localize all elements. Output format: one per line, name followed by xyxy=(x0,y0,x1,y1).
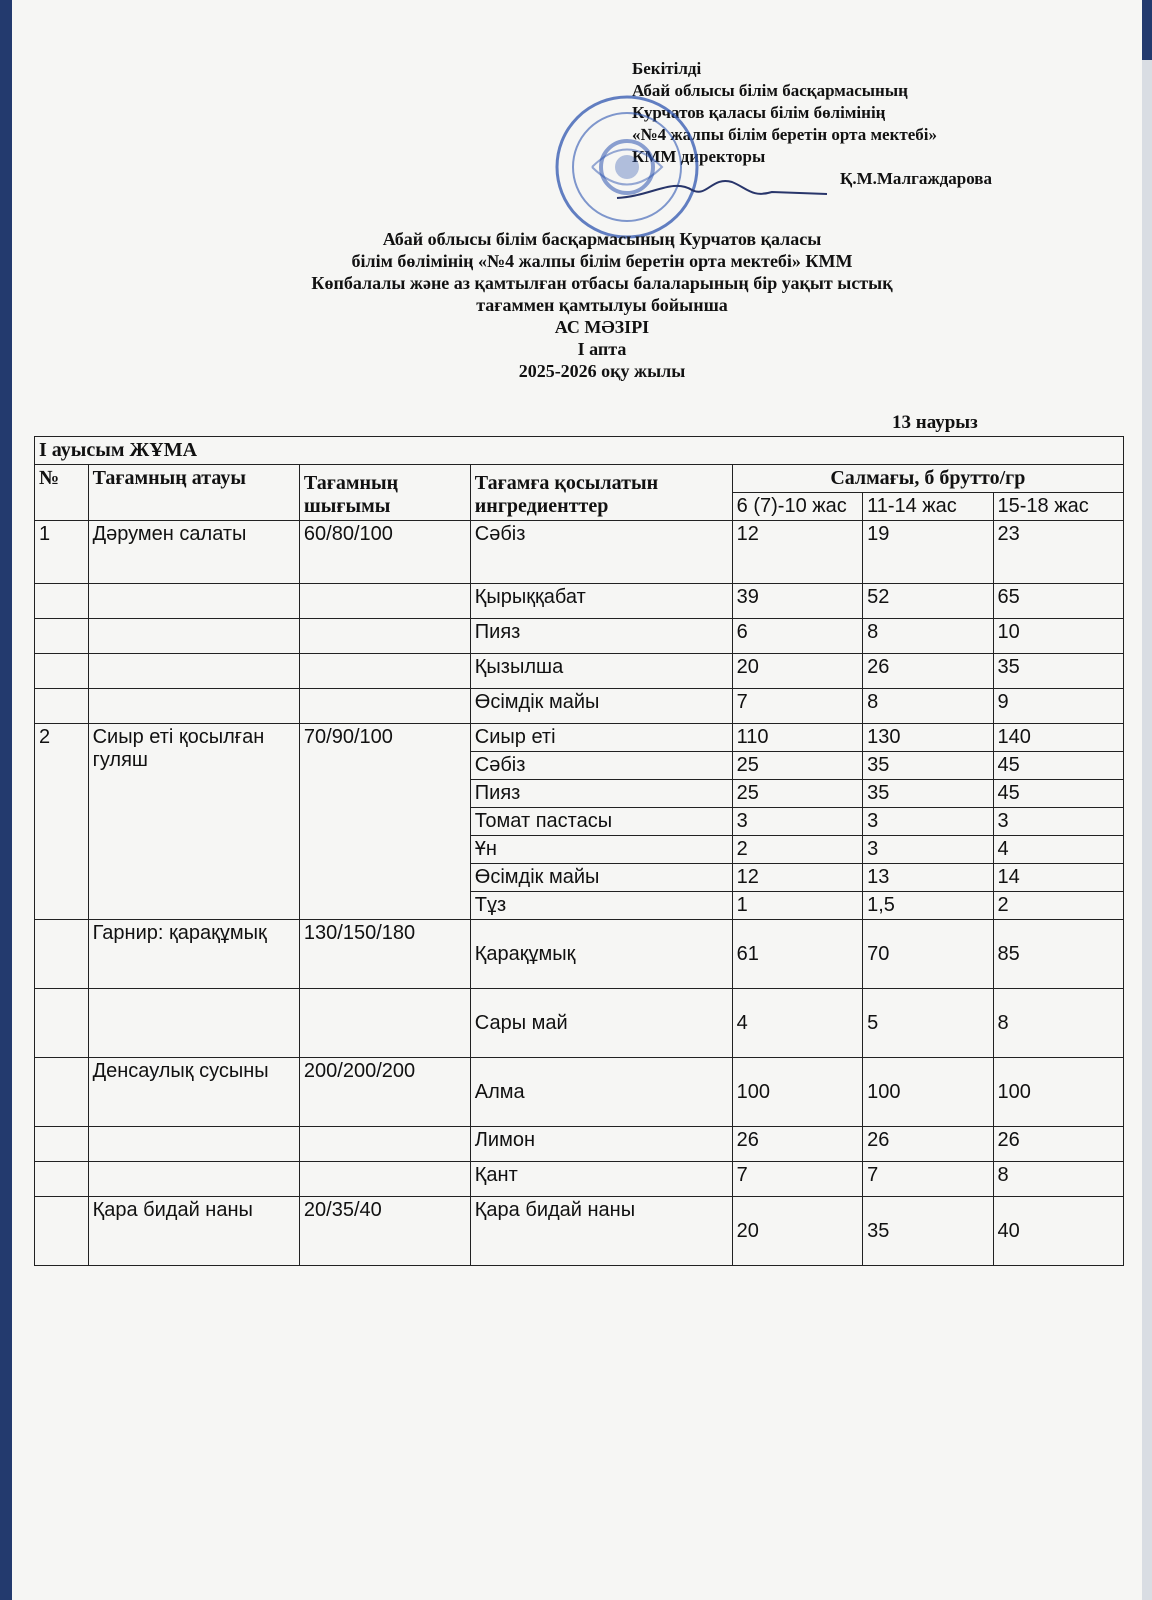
cell-yield xyxy=(299,989,470,1058)
cell-age-2: 8 xyxy=(863,619,993,654)
signature-icon xyxy=(612,168,832,208)
cell-dish: Денсаулық сусыны xyxy=(88,1058,299,1127)
cell-age-1: 1 xyxy=(732,892,862,920)
cell-ingredient: Өсімдік майы xyxy=(470,864,732,892)
cell-age-1: 25 xyxy=(732,752,862,780)
header-num: № xyxy=(35,465,89,521)
cell-ingredient: Алма xyxy=(470,1058,732,1127)
cell-age-1: 7 xyxy=(732,689,862,724)
cell-ingredient: Томат пастасы xyxy=(470,808,732,836)
cell-yield xyxy=(299,584,470,619)
cell-num xyxy=(35,1197,89,1266)
cell-num: 1 xyxy=(35,521,89,584)
approval-line: Бекітілді xyxy=(632,59,702,78)
cell-yield: 60/80/100 xyxy=(299,521,470,584)
cell-age-1: 7 xyxy=(732,1162,862,1197)
cell-yield xyxy=(299,1127,470,1162)
table-row xyxy=(35,521,1124,584)
cell-age-3: 2 xyxy=(993,892,1124,920)
header-age-1: 6 (7)-10 жас xyxy=(732,493,862,521)
cell-age-1: 4 xyxy=(732,989,862,1058)
cell-age-1: 100 xyxy=(732,1058,862,1127)
cell-age-1: 20 xyxy=(732,654,862,689)
cell-ingredient: Сиыр еті xyxy=(470,724,732,752)
cell-age-1: 39 xyxy=(732,584,862,619)
cell-num xyxy=(35,654,89,689)
cell-age-3: 4 xyxy=(993,836,1124,864)
cell-age-1: 20 xyxy=(732,1197,862,1266)
cell-ingredient: Пияз xyxy=(470,780,732,808)
cell-yield xyxy=(299,689,470,724)
cell-age-3: 8 xyxy=(993,1162,1124,1197)
cell-num xyxy=(35,1127,89,1162)
cell-ingredient: Өсімдік майы xyxy=(470,689,732,724)
cell-age-2: 19 xyxy=(863,521,993,584)
cell-yield: 20/35/40 xyxy=(299,1197,470,1266)
title-line: білім бөлімінің «№4 жалпы білім беретін орта мектебі» КММ xyxy=(351,251,853,271)
cell-num xyxy=(35,619,89,654)
title-line: І апта xyxy=(577,339,627,359)
cell-age-3: 9 xyxy=(993,689,1124,724)
menu-date: 13 наурыз xyxy=(892,412,978,433)
cell-dish xyxy=(88,1127,299,1162)
document-title xyxy=(162,228,1042,382)
title-line: Көпбалалы және аз қамтылған отбасы балаларының бір уақыт ыстық xyxy=(311,273,893,293)
cell-yield: 130/150/180 xyxy=(299,920,470,989)
header-age-2: 11-14 жас xyxy=(863,493,993,521)
approval-line: Абай облысы білім басқармасының xyxy=(632,81,908,100)
cell-yield xyxy=(299,619,470,654)
cell-age-3: 10 xyxy=(993,619,1124,654)
approval-line: КММ директоры xyxy=(632,147,766,166)
cell-age-3: 35 xyxy=(993,654,1124,689)
cell-age-2: 7 xyxy=(863,1162,993,1197)
cell-ingredient: Сары май xyxy=(470,989,732,1058)
cell-ingredient: Қант xyxy=(470,1162,732,1197)
cell-num xyxy=(35,920,89,989)
cell-age-2: 130 xyxy=(863,724,993,752)
cell-age-1: 2 xyxy=(732,836,862,864)
title-line: тағаммен қамтылуы бойынша xyxy=(476,295,728,315)
cell-age-3: 85 xyxy=(993,920,1124,989)
cell-age-3: 65 xyxy=(993,584,1124,619)
title-line: 2025-2026 оқу жылы xyxy=(518,361,686,381)
header-yield: Тағамның шығымы xyxy=(299,465,470,521)
cell-age-1: 110 xyxy=(732,724,862,752)
shift-header-row xyxy=(35,437,1124,465)
cell-age-3: 40 xyxy=(993,1197,1124,1266)
cell-dish xyxy=(88,1162,299,1197)
cell-age-2: 35 xyxy=(863,752,993,780)
cell-age-3: 26 xyxy=(993,1127,1124,1162)
cell-age-3: 45 xyxy=(993,780,1124,808)
table-row xyxy=(35,724,1124,752)
cell-age-3: 100 xyxy=(993,1058,1124,1127)
table-row xyxy=(35,1197,1124,1266)
title-line: АС МӘЗІРІ xyxy=(554,317,650,337)
cell-dish: Гарнир: қарақұмық xyxy=(88,920,299,989)
header-dish: Тағамның атауы xyxy=(88,465,299,521)
table-row xyxy=(35,1162,1124,1197)
cell-dish: Дәрумен салаты xyxy=(88,521,299,584)
cell-yield: 200/200/200 xyxy=(299,1058,470,1127)
cell-ingredient: Қара бидай наны xyxy=(470,1197,732,1266)
cell-age-3: 3 xyxy=(993,808,1124,836)
cell-num xyxy=(35,989,89,1058)
table-row xyxy=(35,989,1124,1058)
cell-ingredient: Лимон xyxy=(470,1127,732,1162)
table-row xyxy=(35,689,1124,724)
cell-dish xyxy=(88,654,299,689)
table-row xyxy=(35,654,1124,689)
document-page xyxy=(12,0,1142,1600)
cell-age-2: 1,5 xyxy=(863,892,993,920)
cell-age-3: 140 xyxy=(993,724,1124,752)
cell-age-2: 26 xyxy=(863,654,993,689)
signatory-name: Қ.М.Малгаждарова xyxy=(840,169,992,188)
cell-age-2: 3 xyxy=(863,808,993,836)
cell-age-2: 5 xyxy=(863,989,993,1058)
official-stamp-icon xyxy=(552,92,702,242)
cell-age-1: 3 xyxy=(732,808,862,836)
cell-ingredient: Сәбіз xyxy=(470,752,732,780)
cell-num: 2 xyxy=(35,724,89,920)
header-ingredients: Тағамға қосылатын ингредиенттер xyxy=(470,465,732,521)
cell-ingredient: Қырыққабат xyxy=(470,584,732,619)
cell-ingredient: Қызылша xyxy=(470,654,732,689)
approval-line: «№4 жалпы білім беретін орта мектебі» xyxy=(632,125,937,144)
cell-age-2: 8 xyxy=(863,689,993,724)
cell-ingredient: Сәбіз xyxy=(470,521,732,584)
header-weight: Салмағы, б брутто/гр xyxy=(732,465,1123,493)
column-header-row xyxy=(35,465,1124,493)
cell-age-1: 25 xyxy=(732,780,862,808)
cell-dish xyxy=(88,619,299,654)
shift-label: І ауысым ЖҰМА xyxy=(35,437,1124,465)
title-line: Абай облысы білім басқармасының Курчатов қаласы xyxy=(382,229,822,249)
cell-age-1: 12 xyxy=(732,521,862,584)
cell-ingredient: Қарақұмық xyxy=(470,920,732,989)
cell-age-1: 61 xyxy=(732,920,862,989)
cell-dish xyxy=(88,989,299,1058)
cell-num xyxy=(35,1058,89,1127)
cell-num xyxy=(35,1162,89,1197)
cell-age-1: 6 xyxy=(732,619,862,654)
cell-age-3: 45 xyxy=(993,752,1124,780)
cell-ingredient: Тұз xyxy=(470,892,732,920)
approval-line: Курчатов қаласы білім бөлімінің xyxy=(632,103,886,122)
cell-age-3: 14 xyxy=(993,864,1124,892)
cell-ingredient: Ұн xyxy=(470,836,732,864)
cell-age-3: 8 xyxy=(993,989,1124,1058)
cell-age-2: 100 xyxy=(863,1058,993,1127)
cell-age-2: 13 xyxy=(863,864,993,892)
cell-age-2: 35 xyxy=(863,1197,993,1266)
table-row xyxy=(35,1058,1124,1127)
cell-dish: Қара бидай наны xyxy=(88,1197,299,1266)
cell-num xyxy=(35,584,89,619)
cell-age-2: 35 xyxy=(863,780,993,808)
cell-age-3: 23 xyxy=(993,521,1124,584)
cell-age-1: 12 xyxy=(732,864,862,892)
table-row xyxy=(35,584,1124,619)
header-age-3: 15-18 жас xyxy=(993,493,1124,521)
table-row xyxy=(35,619,1124,654)
cell-dish xyxy=(88,689,299,724)
cell-num xyxy=(35,689,89,724)
cell-yield: 70/90/100 xyxy=(299,724,470,920)
cell-age-2: 52 xyxy=(863,584,993,619)
cell-age-2: 3 xyxy=(863,836,993,864)
cell-yield xyxy=(299,654,470,689)
cell-yield xyxy=(299,1162,470,1197)
cell-ingredient: Пияз xyxy=(470,619,732,654)
cell-age-2: 70 xyxy=(863,920,993,989)
table-row xyxy=(35,1127,1124,1162)
cell-dish xyxy=(88,584,299,619)
menu-table xyxy=(34,436,1124,1266)
table-row xyxy=(35,920,1124,989)
cell-dish: Сиыр еті қосылған гуляш xyxy=(88,724,299,920)
cell-age-1: 26 xyxy=(732,1127,862,1162)
cell-age-2: 26 xyxy=(863,1127,993,1162)
